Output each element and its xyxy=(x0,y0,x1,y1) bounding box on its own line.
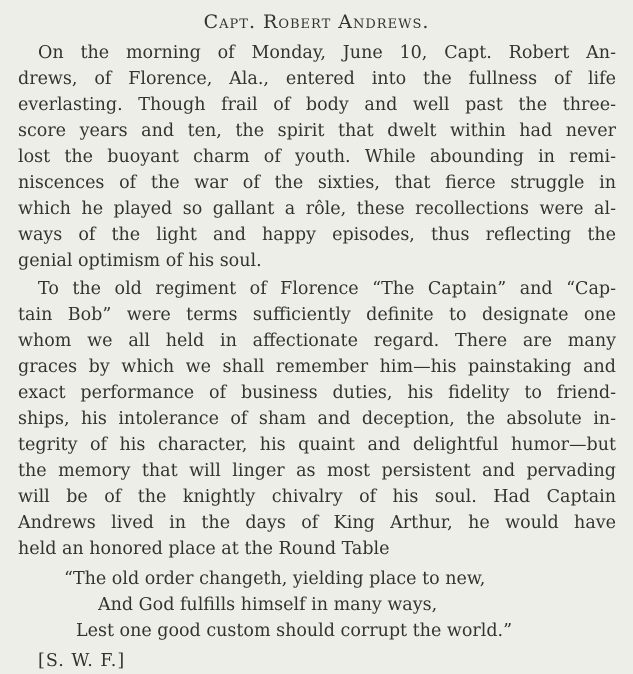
paragraph-line: tain Bob” were terms sufficiently definite to designate one xyxy=(18,305,616,325)
paragraph-line: tegrity of his character, his quaint and delightful humor—but xyxy=(18,435,616,455)
verse-line: Lest one good custom should corrupt the world.” xyxy=(76,621,513,641)
paragraph-line: held an honored place at the Round Table xyxy=(18,539,390,559)
paragraph-line: niscences of the war of the sixties, that fierce struggle in xyxy=(18,173,616,193)
paragraph-line: ways of the light and happy episodes, thus reflecting the xyxy=(18,225,616,245)
paragraph-line: score years and ten, the spirit that dwelt within had never xyxy=(18,121,616,141)
paragraph-line: drews, of Florence, Ala., entered into the fullness of life xyxy=(18,69,616,89)
paragraph-line: ships, his intolerance of sham and deception, the absolute in- xyxy=(18,409,616,429)
verse-line: And God fulfills himself in many ways, xyxy=(98,595,438,615)
paragraph-line: genial optimism of his soul. xyxy=(18,251,262,271)
paragraph-line: exact performance of business duties, his fidelity to friend- xyxy=(18,383,616,403)
paragraph-line: Andrews lived in the days of King Arthur, he would have xyxy=(18,513,616,533)
paragraph-line: On the morning of Monday, June 10, Capt. Robert An- xyxy=(38,43,616,63)
paragraph-line: To the old regiment of Florence “The Captain” and “Cap- xyxy=(38,279,616,299)
paragraph-line: lost the buoyant charm of youth. While abounding in remi- xyxy=(18,147,616,167)
paragraph-line: graces by which we shall remember him—his painstaking and xyxy=(18,357,616,377)
paragraph-line: the memory that will linger as most persistent and pervading xyxy=(18,461,616,481)
page-title: Capt. Robert Andrews. xyxy=(203,11,430,33)
author-signature: [S. W. F.] xyxy=(38,651,126,671)
verse-line: “The old order changeth, yielding place to new, xyxy=(64,569,486,589)
paragraph-line: everlasting. Though frail of body and well past the three- xyxy=(18,95,616,115)
paragraph-line: which he played so gallant a rôle, these recollections were al- xyxy=(18,199,616,219)
paragraph-line: will be of the knightly chivalry of his soul. Had Captain xyxy=(18,487,616,507)
paragraph-line: whom we all held in affectionate regard. There are many xyxy=(18,331,616,351)
